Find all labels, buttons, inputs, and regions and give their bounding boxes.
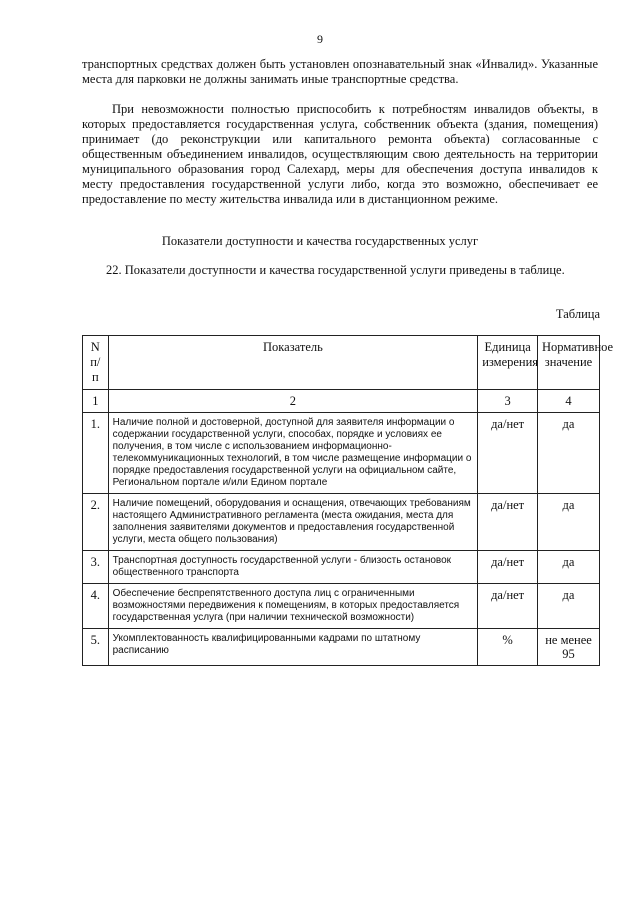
- row-indicator: Укомплектованность квалифицированными кадрами по штатному расписанию: [108, 629, 478, 666]
- row-unit: да/нет: [478, 584, 538, 629]
- row-indicator: Наличие полной и достоверной, доступной для заявителя информации о содержании государственной услуги, способах, порядке и условиях ее получения, в том числе с использованием информационно-телекоммуникационных технологий, в том числе размещение информации о порядке предоставления государственной услуги на официальном сайте, Региональном портале и/или Едином портале: [108, 413, 478, 494]
- row-number: 5.: [83, 629, 109, 666]
- header-number: N п/п: [83, 336, 109, 390]
- column-number-row: [83, 390, 600, 413]
- table-row: [83, 584, 600, 629]
- row-unit: да/нет: [478, 494, 538, 551]
- indicators-table: [82, 335, 614, 666]
- row-number: 4.: [83, 584, 109, 629]
- header-unit: Единица измерения: [478, 336, 538, 390]
- table-row: [83, 551, 600, 584]
- table-header-row: [83, 336, 600, 390]
- column-number: 2: [108, 390, 478, 413]
- row-unit: да/нет: [478, 413, 538, 494]
- table-caption: Таблица: [555, 307, 600, 321]
- paragraph-indicators-intro: 22. Показатели доступности и качества государственной услуги приведены в таблице.: [106, 263, 565, 277]
- row-norm: да: [538, 494, 600, 551]
- row-norm: да: [538, 551, 600, 584]
- row-norm: не менее 95: [538, 629, 600, 666]
- header-norm: Нормативное значение: [538, 336, 600, 390]
- row-norm: да: [538, 584, 600, 629]
- table-row: [83, 494, 600, 551]
- row-number: 1.: [83, 413, 109, 494]
- row-unit: %: [478, 629, 538, 666]
- row-unit: да/нет: [478, 551, 538, 584]
- header-indicator: Показатель: [108, 336, 478, 390]
- row-indicator: Обеспечение беспрепятственного доступа лиц с ограниченными возможностями передвижения к помещениям, в которых предоставляется государственная услуга (при наличии технической возможности): [108, 584, 478, 629]
- row-indicator: Наличие помещений, оборудования и оснащения, отвечающих требованиям настоящего Административного регламента (места ожидания, места для заполнения заявителями документов и предоставления государственной услуги, места общего пользования): [108, 494, 478, 551]
- section-heading: Показатели доступности и качества государственных услуг: [161, 234, 479, 248]
- row-number: 2.: [83, 494, 109, 551]
- column-number: 3: [478, 390, 538, 413]
- column-number: 4: [538, 390, 600, 413]
- column-number: 1: [83, 390, 109, 413]
- paragraph-accessibility-measures: При невозможности полностью приспособить к потребностям инвалидов объекты, в которых предоставляется государственная услуга, собственник объекта (здания, помещения) принимает (до реконструкции или капитального ремонта объекта) согласованные с общественным объединением инвалидов, осуществляющим свою деятельность на территории муниципального образования город Салехард, меры для обеспечения доступа инвалидов к месту предоставления государственной услуги либо, когда это возможно, обеспечивает ее предоставление по месту жительства инвалида или в дистанционном режиме.: [82, 102, 598, 206]
- row-norm: да: [538, 413, 600, 494]
- table-row: [83, 413, 600, 494]
- page-number: 9: [317, 32, 323, 46]
- row-number: 3.: [83, 551, 109, 584]
- table-row: [83, 629, 600, 666]
- paragraph-parking: транспортных средствах должен быть установлен опознавательный знак «Инвалид». Указанные места для парковки не должны занимать иные транспортные средства.: [82, 57, 598, 86]
- row-indicator: Транспортная доступность государственной услуги - близость остановок общественного транспорта: [108, 551, 478, 584]
